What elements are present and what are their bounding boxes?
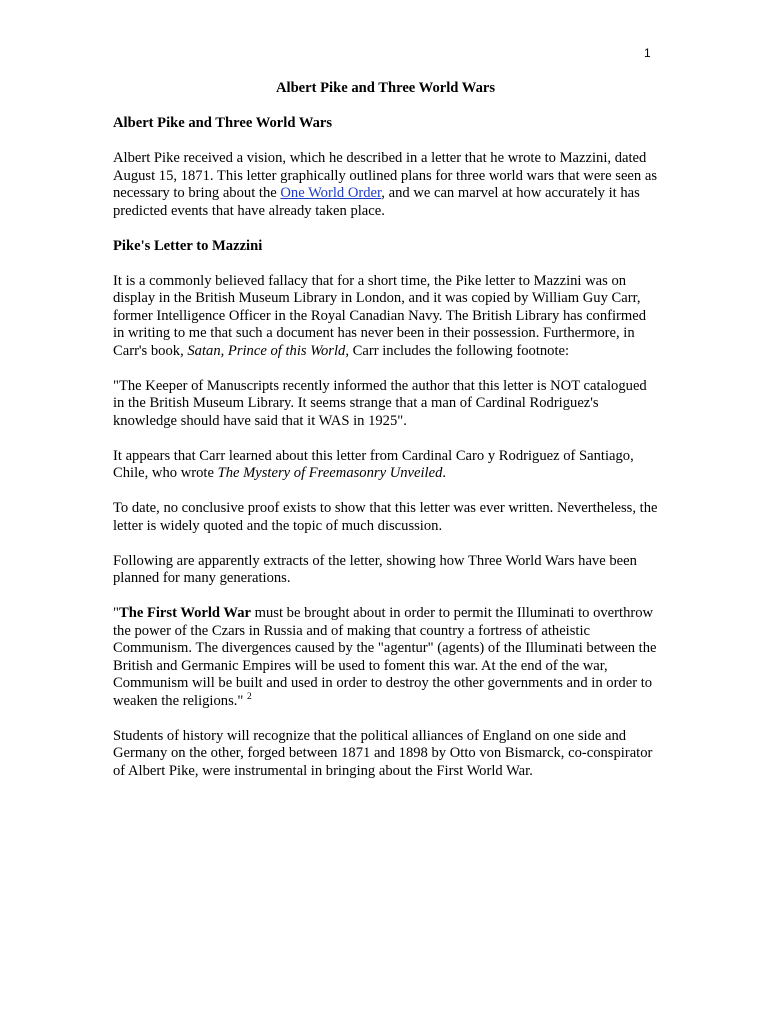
paragraph-fallacy-text-1: It is a commonly believed fallacy that for a short time, the Pike letter to Mazzini was on display in the British Museum Library in London, and it was copied by William Guy Carr, former Intelligence Officer in the Royal Canadian Navy. The British Library has confirmed in writing to me that such a document has never been in their possession. Furthermore, in Carr's book, xyxy=(113,272,647,359)
page-number: 1 xyxy=(644,46,651,60)
first-world-war-bold: The First World War xyxy=(118,605,251,621)
paragraph-extracts: Following are apparently extracts of the letter, showing how Three World Wars have been planned for many generations. xyxy=(113,552,637,586)
paragraph-carr-text-2: . xyxy=(442,465,447,481)
paragraph-keeper-quote: "The Keeper of Manuscripts recently informed the author that this letter is NOT catalogued in the British Museum Library. It seems strange that a man of Cardinal Rodriguez's knowledge should have said that it WAS in 1925". xyxy=(113,377,647,429)
paragraph-fww-text: must be brought about in order to permit the Illuminati to overthrow the power of the Czars in Russia and of making that country a fortress of atheistic Communism. The divergences caused by the "agentur" (agents) of the Illuminati between the British and Germanic Empires will be used to foment this war. At the end of the war, Communism will be built and used in order to destroy the other governments and in order to weaken the religions." xyxy=(113,605,657,709)
paragraph-students-of-history: Students of history will recognize that the political alliances of England on one side and Germany on the other, forged between 1871 and 1898 by Otto von Bismarck, co-conspirator of Albert Pike, were instrumental in bringing about the First World War. xyxy=(113,727,653,779)
book-title-mystery: The Mystery of Freemasonry Unveiled xyxy=(217,465,443,481)
paragraph-fallacy xyxy=(113,273,658,361)
quote-open: " xyxy=(113,605,119,621)
section-heading-albert-pike: Albert Pike and Three World Wars xyxy=(113,115,333,131)
paragraph-vision-text-1: Albert Pike received a vision, which he described in a letter that he wrote to Mazzini, dated August 15, 1871. This letter graphically outlined plans for three world wars that were seen as necessary to bring about the xyxy=(113,150,658,201)
one-world-order-link[interactable]: One World Order xyxy=(280,185,382,201)
document-body xyxy=(113,80,658,798)
section-heading-pikes-letter: Pike's Letter to Mazzini xyxy=(113,237,263,254)
footnote-reference[interactable]: 2 xyxy=(247,691,252,702)
document-title: Albert Pike and Three World Wars xyxy=(275,80,496,96)
paragraph-fallacy-text-2: , Carr includes the following footnote: xyxy=(345,342,570,359)
paragraph-first-world-war xyxy=(113,605,658,710)
paragraph-carr-source xyxy=(113,448,658,483)
paragraph-carr-text-1: It appears that Carr learned about this letter from Cardinal Caro y Rodriguez of Santiago, Chile, who wrote xyxy=(113,447,634,481)
book-title-satan: Satan, Prince of this World xyxy=(187,342,346,359)
paragraph-vision xyxy=(113,150,658,220)
paragraph-vision-text-2: , and we can marvel at how accurately it has predicted events that have already taken place. xyxy=(113,185,640,219)
paragraph-no-proof: To date, no conclusive proof exists to show that this letter was ever written. Nevertheless, the letter is widely quoted and the topic of much discussion. xyxy=(113,500,658,534)
